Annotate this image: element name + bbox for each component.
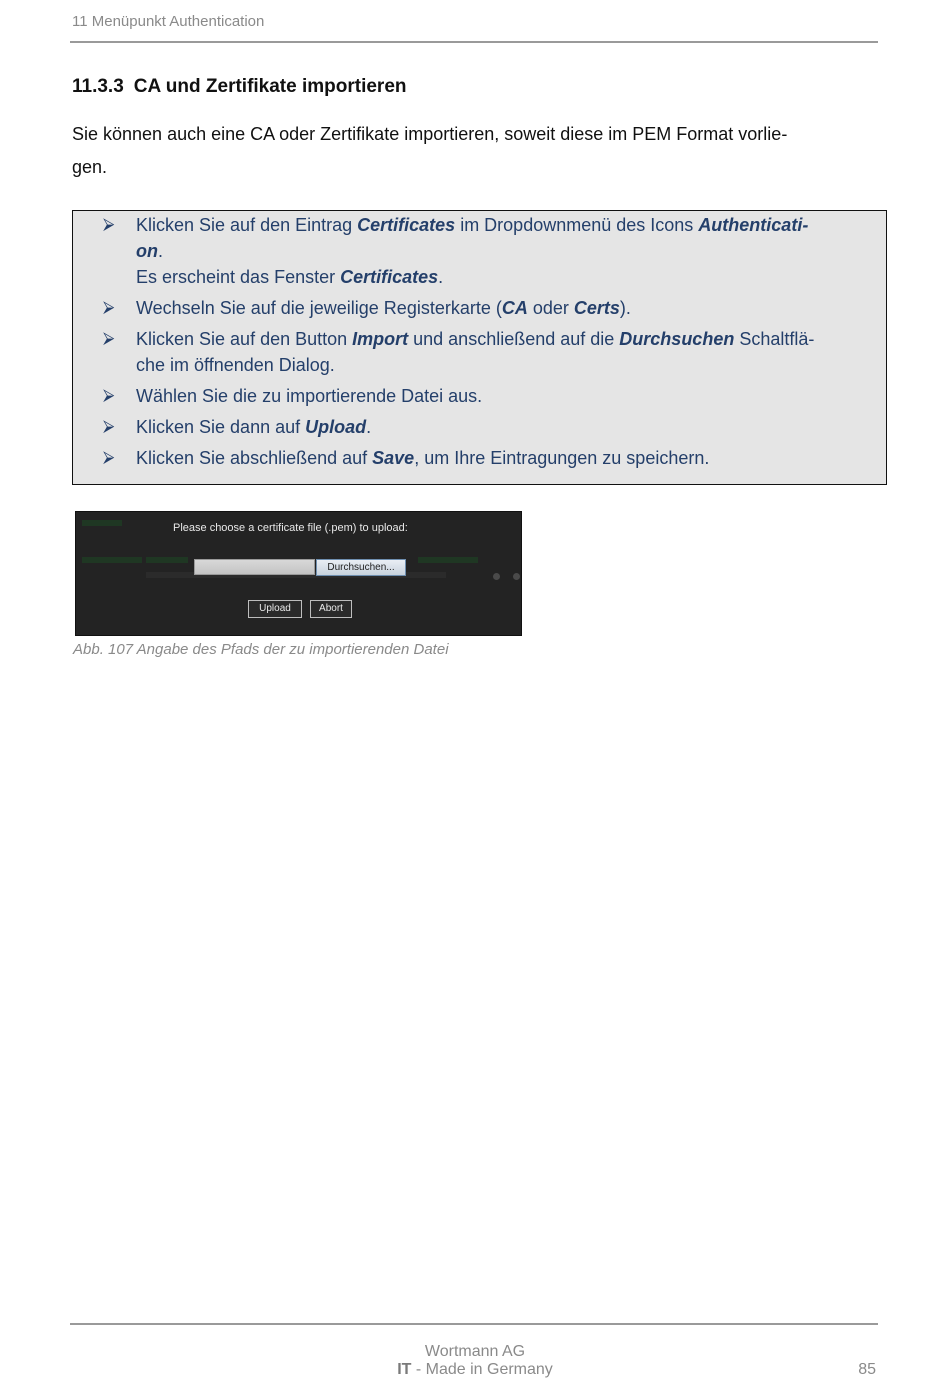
step-text: .	[158, 241, 164, 261]
import-button-label: Import	[352, 329, 409, 349]
step-2-text	[136, 295, 876, 321]
section-title: CA und Zertifikate importieren	[133, 76, 407, 97]
intro-line-2: gen.	[72, 157, 108, 177]
step-text: im Dropdownmenü des Icons	[455, 215, 699, 235]
step-4-text: Wählen Sie die zu importierende Datei aus.	[136, 386, 483, 406]
upload-button-label: Upload	[305, 417, 367, 437]
status-dot-icon	[513, 573, 520, 580]
status-dot-icon	[493, 573, 500, 580]
step-text: Schaltflä-	[734, 329, 815, 349]
intro-paragraph	[72, 118, 862, 184]
upload-button[interactable]: Upload	[248, 600, 302, 618]
upload-dialog-screenshot	[75, 511, 522, 636]
arrowhead-bullet-icon: ⮚	[103, 330, 115, 347]
section-heading	[72, 76, 407, 98]
browse-button[interactable]: Durchsuchen...	[316, 559, 406, 576]
footer-tagline	[0, 1361, 950, 1379]
step-text: oder	[527, 298, 574, 318]
footer-tagline-bold: IT	[397, 1361, 412, 1378]
step-3-text	[136, 326, 876, 378]
background-ghost-text	[418, 557, 478, 563]
tab-certs-label: Certs	[573, 298, 620, 318]
header-rule	[70, 41, 878, 43]
background-ghost-text	[82, 520, 122, 526]
icon-authentication-label: Authenticati-	[698, 215, 809, 235]
file-path-input[interactable]	[194, 559, 315, 575]
step-text: Klicken Sie abschließend auf	[136, 448, 373, 468]
step-text: , um Ihre Eintragungen zu speichern.	[414, 448, 710, 468]
arrowhead-bullet-icon: ⮚	[103, 216, 115, 233]
step-text: Es erscheint das Fenster	[136, 267, 341, 287]
footer-rule	[70, 1323, 878, 1325]
step-6-text	[136, 445, 876, 471]
intro-line-1: Sie können auch eine CA oder Zertifikate importieren, soweit diese im PEM Format vorlie-	[72, 124, 788, 144]
abort-button[interactable]: Abort	[310, 600, 352, 618]
background-ghost-text	[82, 557, 142, 563]
step-3-line-1	[136, 326, 876, 352]
window-certificates-label: Certificates	[340, 267, 439, 287]
page-number: 85	[858, 1361, 876, 1378]
arrowhead-bullet-icon: ⮚	[103, 387, 115, 404]
icon-authentication-label-cont: on	[136, 241, 158, 261]
running-header: 11 Menüpunkt Authentication	[72, 13, 265, 30]
arrowhead-bullet-icon: ⮚	[103, 418, 115, 435]
step-text: Wechseln Sie auf die jeweilige Registerkarte (	[136, 298, 502, 318]
tab-ca-label: CA	[501, 298, 528, 318]
background-ghost-text	[146, 557, 188, 563]
section-number: 11.3.3	[72, 76, 124, 97]
browse-button-label: Durchsuchen	[619, 329, 735, 349]
upload-prompt: Please choose a certificate file (.pem) to upload:	[173, 522, 408, 534]
step-5-text	[136, 414, 876, 440]
step-text: Klicken Sie auf den Eintrag	[136, 215, 358, 235]
step-text: ).	[619, 298, 631, 318]
footer-tagline-rest: - Made in Germany	[411, 1361, 553, 1378]
step-text: Klicken Sie dann auf	[136, 417, 306, 437]
save-button-label: Save	[372, 448, 415, 468]
step-1-line-2	[136, 238, 876, 264]
step-text: .	[366, 417, 372, 437]
step-1-line-3	[136, 264, 876, 290]
step-text: und anschließend auf die	[408, 329, 620, 349]
arrowhead-bullet-icon: ⮚	[103, 299, 115, 316]
step-1-line-1	[136, 212, 876, 238]
step-3-line-2: che im öffnenden Dialog.	[136, 355, 335, 375]
arrowhead-bullet-icon: ⮚	[103, 449, 115, 466]
footer-company: Wortmann AG	[424, 1343, 526, 1360]
instruction-box	[72, 210, 887, 485]
step-text: .	[438, 267, 444, 287]
menu-item-certificates: Certificates	[357, 215, 456, 235]
figure-caption: Abb. 107 Angabe des Pfads der zu importierenden Datei	[73, 641, 449, 658]
step-text: Klicken Sie auf den Button	[136, 329, 353, 349]
step-1-text	[136, 212, 876, 290]
